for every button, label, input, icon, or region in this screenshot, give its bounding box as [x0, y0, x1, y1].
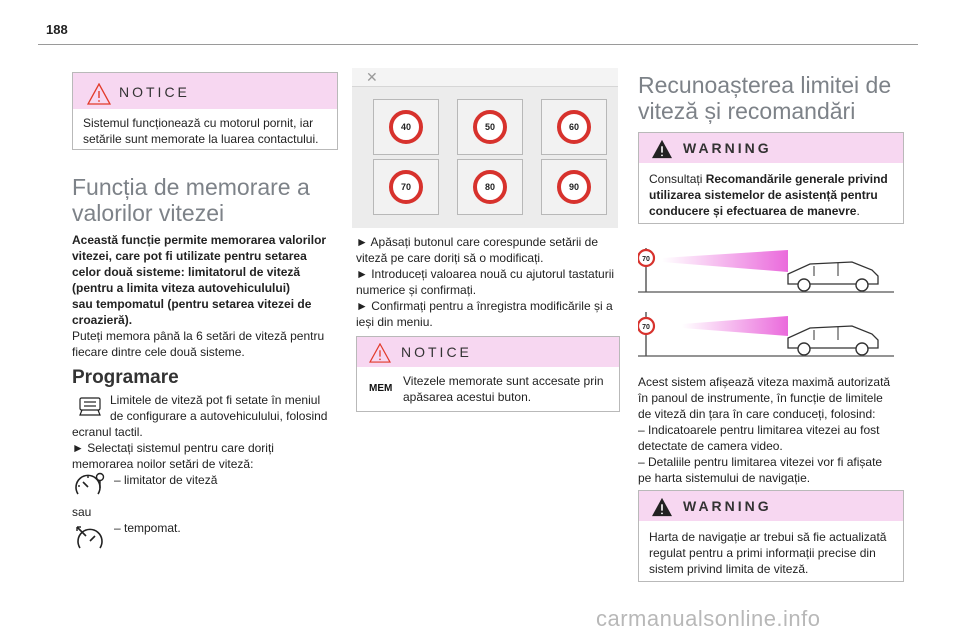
step-line: ieși din meniu. [356, 315, 433, 329]
recognition-line: de viteză din țara în care conduceți, folosind: [638, 407, 876, 421]
top-rule [38, 44, 918, 45]
step-line: ► Apăsați butonul care corespunde setării de [356, 235, 599, 249]
programming-intro-line: ecranul tactil. [72, 425, 143, 439]
programming-step-line: ► Selectați sistemul pentru care doriți [72, 441, 274, 455]
speed-value: 40 [400, 122, 411, 132]
warning-box-1 [638, 132, 904, 224]
warning-triangle-icon [651, 497, 673, 517]
notice-text-line: Sistemul funcționează cu motorul pornit, iar [83, 116, 314, 130]
notice-box-mid [356, 336, 620, 412]
recognition-line: pe harta sistemului de navigație. [638, 471, 811, 485]
notice-title: NOTICE [119, 84, 190, 100]
programming-heading: Programare [72, 367, 179, 388]
watermark: carmanualsonline.info [596, 606, 821, 631]
speed-settings-screen [352, 68, 618, 228]
programming-intro-line: Limitele de viteză pot fi setate în meniul [110, 393, 321, 407]
speed-value: 80 [484, 182, 495, 192]
speed-button-60[interactable] [541, 99, 607, 155]
notice-warning-icon [87, 83, 111, 105]
notice-warning-icon [369, 343, 391, 363]
speed-button-70[interactable] [373, 159, 439, 215]
warning-text-plain: Consultați [649, 172, 706, 186]
warning-title: WARNING [683, 140, 772, 156]
speed-value: 70 [400, 182, 411, 192]
speed-sign-icon [557, 170, 591, 204]
recognition-line: – Indicatoarele pentru limitarea vitezei au fost [638, 423, 880, 437]
speed-value: 90 [568, 182, 579, 192]
memory-bold-line: sau tempomatul (pentru setarea vitezei de [72, 297, 312, 311]
section-heading: viteză și recomandări [638, 98, 856, 124]
memory-bold-line: vitezei, care pot fi utilizate pentru setarea [72, 249, 307, 263]
step-line: numerice și confirmați. [356, 283, 477, 297]
speed-button-50[interactable] [457, 99, 523, 155]
notice-title: NOTICE [401, 344, 472, 360]
warning-triangle-icon [651, 139, 673, 159]
warning-text-bold: conducere și efectuarea de manevre [649, 204, 857, 218]
memory-bold-line: (pentru a limita viteza autovehiculului) [72, 281, 291, 295]
programming-intro-line: de configurare a autovehiculului, folosind [110, 409, 328, 423]
memory-line: Puteți memora până la 6 setări de viteză pentru [72, 329, 325, 343]
warning-text-plain: . [856, 204, 860, 218]
speed-sign-icon [473, 170, 507, 204]
screen-top-bar [352, 68, 618, 87]
sign-speed: 70 [642, 256, 650, 263]
speed-sign-icon [473, 110, 507, 144]
cruise-control-icon [74, 524, 106, 552]
speed-limiter-icon [74, 472, 106, 500]
memory-bold-line: croazieră). [72, 313, 133, 327]
warning-text-line: sistem privind limita de viteză. [649, 562, 809, 576]
programming-step-line: memorarea noilor setări de viteză: [72, 457, 254, 471]
notice-box-top [72, 72, 338, 150]
close-icon[interactable]: ✕ [366, 69, 378, 85]
step-line: ► Confirmați pentru a înregistra modificările și a [356, 299, 613, 313]
speed-button-90[interactable] [541, 159, 607, 215]
notice-header [73, 73, 337, 109]
memory-bold-line: celor două sisteme: limitatorul de viteză [72, 265, 301, 279]
warning-text-line: regulat pentru a primi informații precise din [649, 546, 876, 560]
speed-sign-recognition-illustration [638, 304, 894, 360]
section-heading: valorilor vitezei [72, 200, 225, 226]
limiter-label: – limitator de viteză [114, 473, 218, 487]
warning-text-line: utilizarea sistemelor de asistență pentru [649, 188, 878, 202]
recognition-line: în panoul de instrumente, în funcție de limitele [638, 391, 883, 405]
memory-bold-line: Această funcție permite memorarea valorilor [72, 233, 327, 247]
speed-button-80[interactable] [457, 159, 523, 215]
step-line: ► Introduceți valoarea nouă cu ajutorul tastaturii [356, 267, 615, 281]
recognition-line: – Detaliile pentru limitarea vitezei vor fi afișate [638, 455, 883, 469]
speed-sign-recognition-illustration [638, 240, 894, 296]
or-label: sau [72, 505, 92, 519]
touchscreen-icon [78, 396, 102, 416]
notice-text-line: setările sunt memorate la luarea contactului. [83, 132, 319, 146]
sign-speed: 70 [642, 324, 650, 331]
notice-header [357, 337, 619, 367]
speed-sign-icon [557, 110, 591, 144]
warning-text-line [649, 171, 888, 187]
notice-text-line: apăsarea acestui buton. [403, 390, 532, 404]
warning-title: WARNING [683, 498, 772, 514]
cruise-label: – tempomat. [114, 521, 181, 535]
warning-text-line: Harta de navigație ar trebui să fie actualizată [649, 530, 887, 544]
recognition-line: detectate de camera video. [638, 439, 783, 453]
speed-value: 60 [568, 122, 579, 132]
page-number: 188 [46, 22, 68, 37]
section-heading: Funcția de memorare a [72, 174, 310, 200]
speed-sign-icon [389, 110, 423, 144]
warning-box-2 [638, 490, 904, 582]
notice-text-line: Vitezele memorate sunt accesate prin [403, 374, 604, 388]
section-heading: Recunoașterea limitei de [638, 72, 892, 98]
memory-line: fiecare dintre cele două sisteme. [72, 345, 245, 359]
mem-button-label: MEM [369, 383, 393, 394]
warning-text-bold: Recomandările generale privind [705, 172, 888, 186]
step-line: viteză pe care doriți să o modificați. [356, 251, 544, 265]
warning-text-line [649, 203, 860, 219]
speed-value: 50 [484, 122, 495, 132]
recognition-line: Acest sistem afișează viteza maximă autorizată [638, 375, 891, 389]
speed-sign-icon [389, 170, 423, 204]
speed-button-40[interactable] [373, 99, 439, 155]
